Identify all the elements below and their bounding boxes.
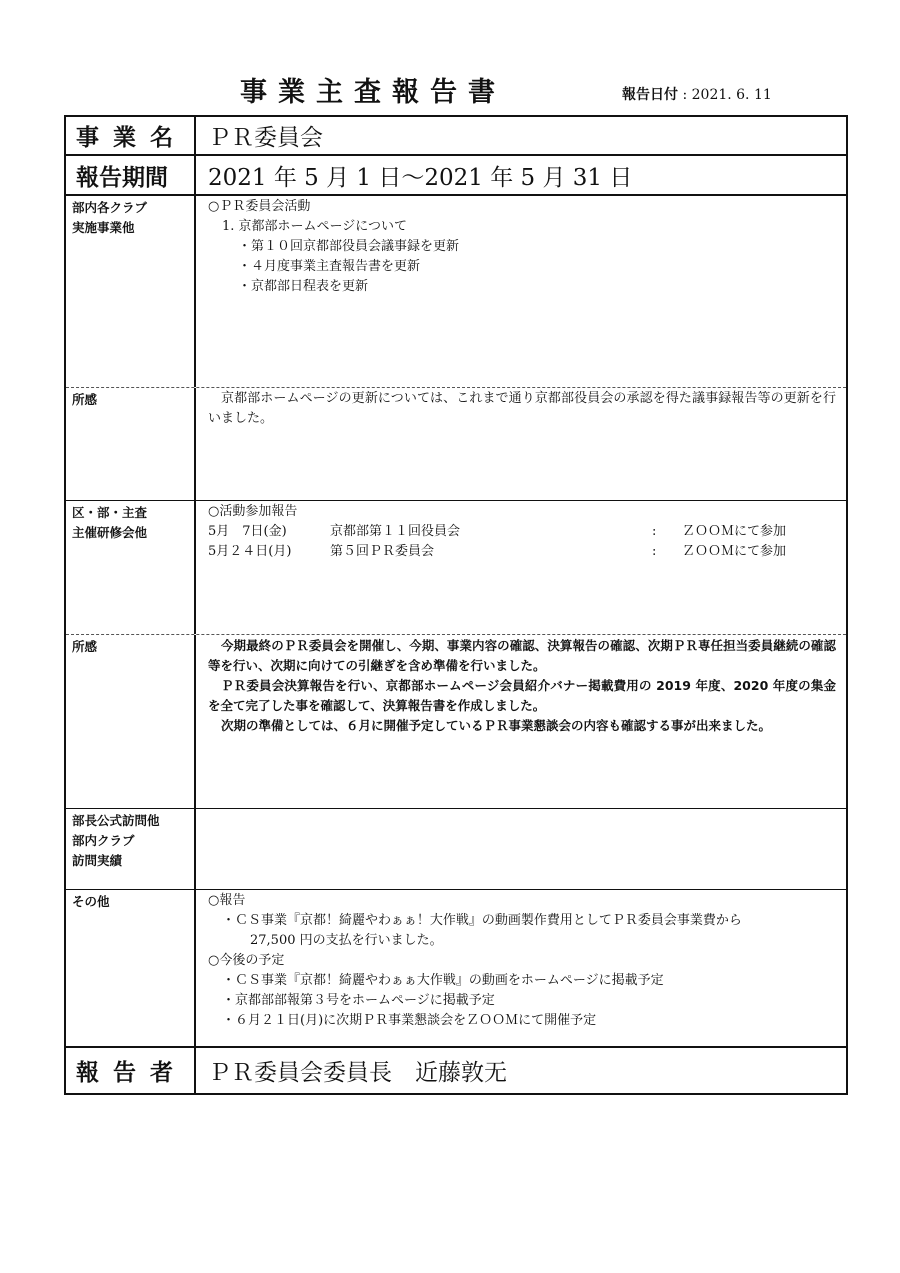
reporter-value: ＰＲ委員会委員長 近藤敦无 [208, 1060, 507, 1086]
club-activities-item: ・第１０回京都部役員会議事録を更新 [238, 239, 460, 254]
event-note: ＺＯＯＭにて参加 [682, 524, 787, 539]
reporter-row [66, 1048, 846, 1093]
impression2-paragraph: ＰＲ委員会決算報告を行い、京都部ホームページ会員紹介バナー掲載費用の 2019 年度、2020 年度の集金を全て完了した事を確認して、決算報告書を作成しました。 [208, 678, 836, 713]
visits-content [198, 809, 846, 889]
seminars-row [66, 501, 846, 635]
period-label: 報告期間 [66, 156, 196, 194]
club-activities-label-line: 部内各クラブ [72, 200, 148, 215]
club-activities-label-line: 実施事業他 [72, 220, 135, 235]
other-label: その他 [66, 890, 196, 1046]
club-activities-item: ・京都部日程表を更新 [238, 279, 369, 294]
impression2-label: 所感 [66, 635, 196, 808]
seminars-heading: ○活動参加報告 [208, 504, 298, 519]
other-report-line: 27,500 円の支払を行いました。 [250, 933, 443, 948]
other-content [198, 890, 846, 1046]
event-row [208, 542, 836, 562]
other-plan-heading: ○今後の予定 [208, 953, 285, 968]
seminars-label-line: 主催研修会他 [72, 525, 148, 540]
seminars-content [198, 501, 846, 634]
visits-label [66, 809, 196, 889]
other-report-line: ・ＣＳ事業『京都！綺麗やわぁぁ！大作戦』の動画製作費用としてＰＲ委員会事業費から [222, 913, 742, 928]
period-row [66, 156, 846, 196]
other-plan-item: ・６月２１日(月)に次期ＰＲ事業懇談会をＺＯＯＭにて開催予定 [222, 1013, 597, 1028]
impression1-row [66, 388, 846, 501]
event-date: 5月２４日(月) [208, 544, 292, 559]
visits-label-line: 部長公式訪問他 [72, 813, 160, 828]
project-label: 事業名 [66, 117, 196, 154]
club-activities-item: ・４月度事業主査報告書を更新 [238, 259, 421, 274]
period-value: 2021 年 5 月 1 日～2021 年 5 月 31 日 [208, 164, 633, 191]
event-colon: : [652, 544, 657, 559]
event-row [208, 522, 836, 542]
impression2-paragraph: 今期最終のＰＲ委員会を開催し、今期、事業内容の確認、決算報告の確認、次期ＰＲ専任担当委員継続の確認等を行い、次期に向けての引継ぎを含め準備を行いました。 [208, 638, 836, 673]
event-note: ＺＯＯＭにて参加 [682, 544, 787, 559]
event-name: 京都部第１１回役員会 [330, 524, 461, 539]
event-date: 5月 7日(金) [208, 524, 287, 539]
club-activities-item-title: 1. 京都部ホームページについて [222, 219, 408, 234]
impression1-content [198, 388, 846, 500]
impression2-content [198, 635, 846, 808]
club-activities-row [66, 196, 846, 388]
event-colon: : [652, 524, 657, 539]
impression1-label: 所感 [66, 388, 196, 500]
impression2-row [66, 635, 846, 809]
reporter-label: 報告者 [66, 1048, 196, 1093]
club-activities-content [198, 196, 846, 387]
report-date-label: 報告日付 [622, 87, 678, 103]
report-date [622, 84, 772, 104]
report-date-separator: : [682, 87, 688, 103]
document-title: 事業主査報告書 [240, 77, 506, 108]
visits-label-line: 部内クラブ [72, 833, 135, 848]
club-activities-label [66, 196, 196, 387]
report-date-value: 2021. 6. 11 [691, 87, 772, 103]
project-value: ＰＲ委員会 [208, 125, 323, 151]
other-report-heading: ○報告 [208, 893, 246, 908]
seminars-label [66, 501, 196, 634]
impression1-text: 京都部ホームページの更新については、これまで通り京都部役員会の承認を得た議事録報告等の更新を行いました。 [208, 391, 836, 426]
other-plan-item: ・ＣＳ事業『京都！綺麗やわぁぁ大作戦』の動画をホームページに掲載予定 [222, 973, 664, 988]
impression2-paragraph: 次期の準備としては、６月に開催予定しているＰＲ事業懇談会の内容も確認する事が出来ました。 [221, 718, 772, 733]
seminars-label-line: 区・部・主査 [72, 505, 148, 520]
report-form [64, 115, 848, 1095]
visits-label-line: 訪問実績 [72, 853, 123, 868]
other-row [66, 890, 846, 1048]
club-activities-heading: ○ＰＲ委員会活動 [208, 199, 311, 214]
event-name: 第５回ＰＲ委員会 [330, 544, 435, 559]
visits-row [66, 809, 846, 890]
project-row [66, 117, 846, 156]
other-plan-item: ・京都部部報第３号をホームページに掲載予定 [222, 993, 495, 1008]
